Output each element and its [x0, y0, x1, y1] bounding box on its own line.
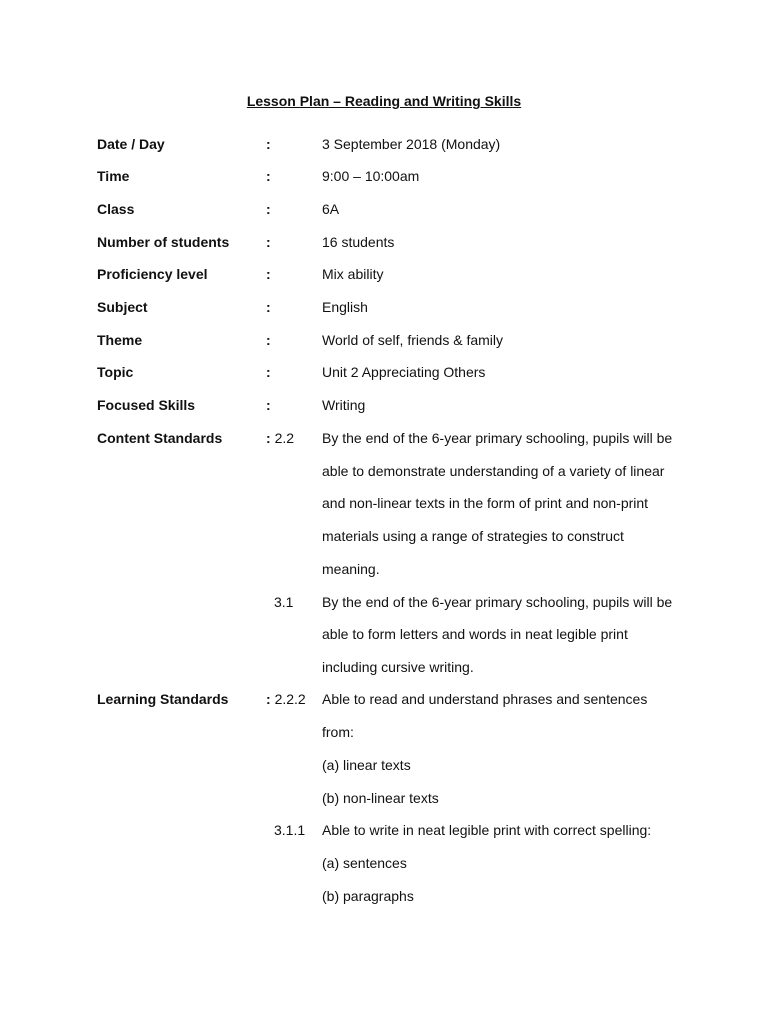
field-value: World of self, friends & family	[322, 332, 504, 348]
field-colon: :	[266, 397, 271, 413]
field-label: Proficiency level	[97, 266, 208, 282]
field-row-focused-skills	[0, 395, 768, 415]
content-standard-item	[0, 592, 768, 612]
standard-text-line: By the end of the 6-year primary schooling, pupils will be	[322, 430, 673, 446]
content-standard-line	[0, 526, 768, 546]
field-value: 3 September 2018 (Monday)	[322, 136, 501, 152]
standard-number-text: 3.1	[274, 594, 294, 610]
standard-number	[266, 689, 306, 709]
field-value: 16 students	[322, 234, 395, 250]
field-row-date	[0, 134, 768, 154]
field-row-topic	[0, 362, 768, 382]
field-colon: :	[266, 136, 271, 152]
learning-standards-label: Learning Standards	[97, 691, 229, 707]
field-label: Theme	[97, 332, 143, 348]
learning-standard-line	[0, 853, 768, 873]
field-colon: :	[266, 168, 271, 184]
field-label: Focused Skills	[97, 397, 196, 413]
field-label: Date / Day	[97, 136, 165, 152]
field-label: Class	[97, 201, 135, 217]
standard-text-line: meaning.	[322, 561, 380, 577]
content-standards-row	[0, 428, 768, 448]
standard-text-line: including cursive writing.	[322, 659, 474, 675]
standard-number	[266, 428, 294, 448]
standard-colon: :	[266, 430, 271, 446]
field-value: Unit 2 Appreciating Others	[322, 364, 486, 380]
field-colon: :	[266, 201, 271, 217]
content-standard-line	[0, 493, 768, 513]
standard-number-text: 3.1.1	[274, 822, 306, 838]
standard-text-line: able to form letters and words in neat legible print	[322, 626, 628, 642]
field-colon: :	[266, 266, 271, 282]
standard-text-line: able to demonstrate understanding of a variety of linear	[322, 463, 665, 479]
content-standard-line	[0, 559, 768, 579]
standard-text-line: (b) non-linear texts	[322, 790, 439, 806]
standard-text-line: Able to read and understand phrases and sentences	[322, 691, 648, 707]
standard-text-line: from:	[322, 724, 354, 740]
field-colon: :	[266, 299, 271, 315]
field-row-proficiency-level	[0, 264, 768, 284]
content-standard-line	[0, 657, 768, 677]
learning-standard-item	[0, 820, 768, 840]
standard-text-line: materials using a range of strategies to construct	[322, 528, 624, 544]
field-row-class	[0, 199, 768, 219]
field-value: 9:00 – 10:00am	[322, 168, 420, 184]
standard-colon: :	[266, 691, 271, 707]
document-title: Lesson Plan – Reading and Writing Skills	[246, 93, 522, 109]
content-standards-label: Content Standards	[97, 430, 223, 446]
field-colon: :	[266, 364, 271, 380]
field-label: Subject	[97, 299, 148, 315]
learning-standard-line	[0, 886, 768, 906]
standard-number-text: 2.2	[274, 430, 295, 446]
field-row-theme	[0, 330, 768, 350]
field-value: 6A	[322, 201, 340, 217]
standard-text-line: (a) linear texts	[322, 757, 411, 773]
field-row-number-of-students	[0, 232, 768, 252]
content-standard-line	[0, 461, 768, 481]
field-value: Mix ability	[322, 266, 384, 282]
standard-text-line: (b) paragraphs	[322, 888, 414, 904]
field-colon: :	[266, 234, 271, 250]
field-label: Topic	[97, 364, 134, 380]
learning-standard-line	[0, 722, 768, 742]
field-label: Number of students	[97, 234, 230, 250]
field-row-subject	[0, 297, 768, 317]
field-value: English	[322, 299, 368, 315]
field-row-time	[0, 166, 768, 186]
field-colon: :	[266, 332, 271, 348]
learning-standard-line	[0, 788, 768, 808]
field-value: Writing	[322, 397, 366, 413]
standard-text-line: By the end of the 6-year primary schooling, pupils will be	[322, 594, 673, 610]
standard-text-line: and non-linear texts in the form of print and non-print	[322, 495, 649, 511]
learning-standards-row	[0, 689, 768, 709]
standard-text-line: (a) sentences	[322, 855, 407, 871]
standard-number-text: 2.2.2	[274, 691, 306, 707]
field-label: Time	[97, 168, 130, 184]
standard-text-line: Able to write in neat legible print with correct spelling:	[322, 822, 652, 838]
content-standard-line	[0, 624, 768, 644]
learning-standard-line	[0, 755, 768, 775]
